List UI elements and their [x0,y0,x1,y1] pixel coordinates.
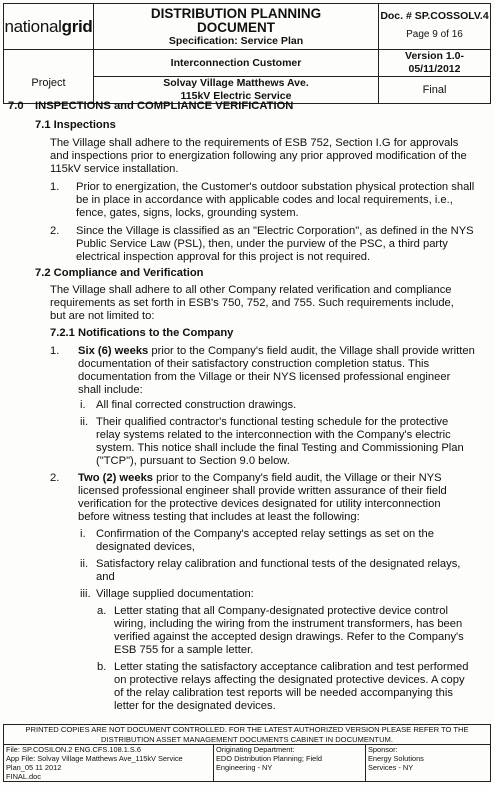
document-title-line1: DISTRIBUTION PLANNING [150,5,322,21]
uncontrolled-copy-notice: PRINTED COPIES ARE NOT DOCUMENT CONTROLLED. FOR THE LATEST AUTHORIZED VERSION PLEASE REFER TO THE DISTRIBUTION ASSET MANAGEMENT DOCUMENTS CABINET IN DOCUMENTUM. [4,725,491,745]
section-7-2-title: 7.2 Compliance and Verification [35,267,204,279]
paragraph-line: The Village shall adhere to all other Company related verification and compliance [50,284,452,296]
document-title-line2: DOCUMENT [197,19,275,35]
paragraph-line: requirements as set forth in ESB's 750, 752, and 755. Such requirements include, [50,297,454,309]
sponsor-cell: Sponsor: Energy Solutions Services - NY [366,745,491,782]
list-item-line: fence, gates, signs, locks, grounding system. [76,207,299,219]
paragraph-line: 115kV service installation. [50,163,179,175]
sublist-item-line: Their qualified contractor's functional testing schedule for the protective [96,416,449,428]
logo-text-bold: grid [61,16,93,36]
status-label: Final [379,77,491,104]
document-footer [3,724,491,782]
list-item-line: electrical inspection approval for this project is not required. [76,251,371,263]
file-name: FINAL.doc [6,772,41,781]
file-id: File: SP.COSILON.2 ENG.CFS.108.1.S.6 [6,745,142,754]
list-number: 2. [50,472,60,484]
originating-department-cell: Originating Department: EDO Distribution Planning; Field Engineering - NY [214,745,366,782]
sublist-item-line: and [96,571,115,583]
sublist-number: ii. [80,416,89,428]
sublist-number: i. [80,399,86,411]
list-number: 1. [50,345,60,357]
sublist-item-line: designated devices, [96,541,195,553]
list-item-line: documentation of their satisfactory construction completion status. This [78,358,430,370]
project-title-line1: Solvay Village Matthews Ave. [163,77,309,89]
sublist-item-line: Confirmation of the Company's accepted relay settings as set on the [96,528,434,540]
sublist-number: i. [80,528,86,540]
doc-number: Doc. # SP.COSSOLV.4 [380,10,489,22]
version-label: Version 1.0- 05/11/2012 [379,50,491,77]
section-7-title: INSPECTIONS and COMPLIANCE VERIFICATION [35,100,294,112]
app-file: App File: Solvay Village Matthews Ave_115kV Service Plan_05 11 2012 [6,754,183,772]
list-item-line: documentation from the Village or their NYS licensed professional engineer [78,371,451,383]
letter-item-line: Letter stating the satisfactory acceptance calibration and test performed [114,661,469,673]
letter-item-line: wiring, including the wiring from the instrument transformers, has been [114,618,463,630]
section-7-2-1-title: 7.2.1 Notifications to the Company [50,327,234,339]
paragraph-line: The Village shall adhere to the requirements of ESB 752, Section I.G for approvals [50,137,459,149]
letter-item-line: Letter stating that all Company-designated protective device control [114,605,448,617]
sublist-item-line: All final corrected construction drawings. [96,399,297,411]
list-item-line: licensed professional engineer shall provide written assurance of their field [78,485,447,497]
sublist-item-line: system. This notice shall include the final Testing and Commissioning Plan [96,442,464,454]
page-number: Page 9 of 16 [406,29,463,40]
list-item-line: verification for the protective devices designated for utility interconnection [78,498,441,510]
list-number: 2. [50,225,60,237]
sublist-item-line: relay systems related to the interconnection with the Company's electric [96,429,451,441]
letter-item-line: ESB 755 for a sample letter. [114,644,254,656]
document-header [3,3,491,104]
paragraph-line: and inspections prior to energization following any prior approved modification of the [50,150,467,162]
doc-number-cell [379,4,491,50]
sublist-item-line: Satisfactory relay calibration and functional tests of the designated relays, [96,558,461,570]
section-7-1-title: 7.1 Inspections [35,119,116,131]
document-title-cell [94,4,379,50]
list-item-line: Two (2) weeks prior to the Company's field audit, the Village or their NYS [78,472,442,484]
letter-item-line: verified against the accepted design drawings. Refer to the Company's [114,631,464,643]
list-item-line: before witness testing that includes at least the following: [78,511,360,523]
interconnection-label: Interconnection Customer [94,50,379,77]
emphasis-six-weeks: Six (6) weeks [78,345,149,357]
letter-item-number: a. [97,605,107,617]
list-item-line: Prior to energization, the Customer's outdoor substation physical protection shall [76,181,475,193]
project-title-line2: 115kV Electric Service [180,90,292,102]
specification-label: Specification: Service Plan [168,34,304,47]
company-logo [4,4,94,50]
sublist-item-line: ("TCP"), pursuant to Section 9.0 below. [96,455,290,467]
list-item-line: shall include: [78,384,143,396]
list-number: 1. [50,181,60,193]
section-7-number: 7.0 [8,100,24,112]
list-item-line: Public Service Law (PSL), then, under the purview of the PSC, a third party [76,238,448,250]
list-item-line: be in place in accordance with applicable codes and local requirements, i.e., [76,194,453,206]
sublist-number: iii. [80,588,91,600]
list-item-line: Six (6) weeks prior to the Company's field audit, the Village shall provide written [78,345,475,357]
project-label: Project [4,77,94,104]
emphasis-two-weeks: Two (2) weeks [78,472,154,484]
letter-item-line: letter for the designated devices. [114,700,276,712]
logo-text-light: national [4,16,62,36]
list-item-line: Since the Village is classified as an "Electric Corporation", as defined in the NYS [76,225,474,237]
paragraph-line: but are not limited to: [50,310,155,322]
sublist-number: ii. [80,558,89,570]
letter-item-line: on protective relays affecting the designated protective devices. A copy [114,674,465,686]
letter-item-number: b. [97,661,107,673]
sublist-item-line: Village supplied documentation: [96,588,254,600]
letter-item-line: of the relay calibration test reports will be needed accompanying this [114,687,453,699]
file-info-cell [4,745,214,782]
